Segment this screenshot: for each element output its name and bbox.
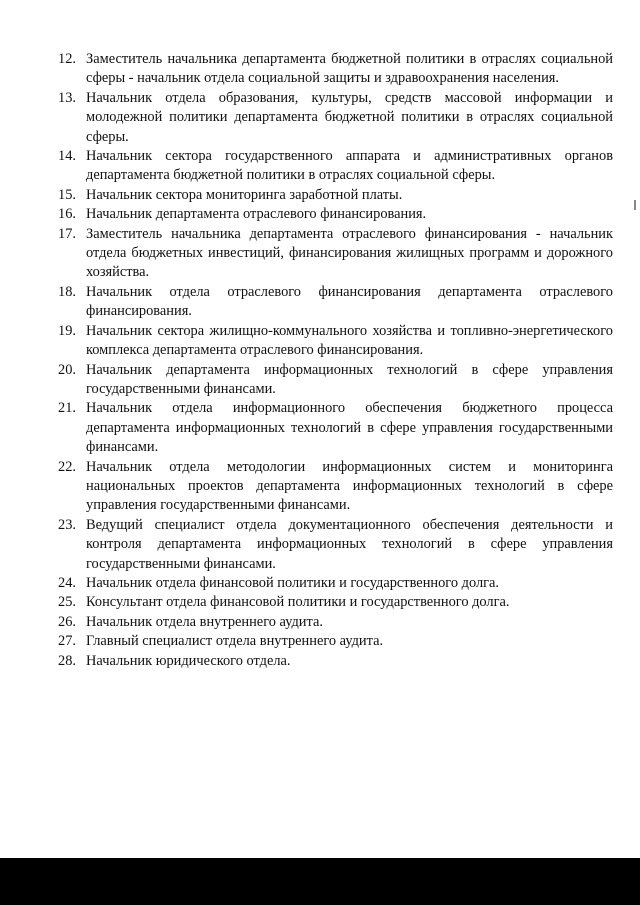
list-item bbox=[58, 458, 613, 516]
item-number: 21. bbox=[58, 400, 76, 417]
item-number: 18. bbox=[58, 283, 76, 300]
item-text: Ведущий специалист отдела документационного обеспечения деятельности и контроля департамента информационных технологий в сфере управления государственными финансами. bbox=[86, 516, 613, 572]
list-item bbox=[58, 516, 613, 574]
list-item bbox=[58, 652, 613, 671]
item-number: 27. bbox=[58, 633, 76, 650]
list-item bbox=[58, 574, 613, 593]
list-item bbox=[58, 361, 613, 400]
item-number: 22. bbox=[58, 458, 76, 475]
position-list bbox=[58, 50, 613, 671]
item-text: Начальник отдела образования, культуры, средств массовой информации и молодежной политики департамента бюджетной политики в отраслях социальной сферы. bbox=[86, 89, 613, 145]
item-text: Начальник департамента отраслевого финансирования. bbox=[86, 206, 427, 223]
item-number: 19. bbox=[58, 322, 76, 339]
item-text: Начальник сектора мониторинга заработной платы. bbox=[86, 186, 403, 203]
item-text: Начальник сектора государственного аппарата и административных органов департамента бюджетной политики в отраслях социальной сферы. bbox=[86, 148, 613, 184]
item-text: Начальник отдела отраслевого финансирования департамента отраслевого финансирования. bbox=[86, 283, 613, 320]
list-item bbox=[58, 613, 613, 632]
list-item bbox=[58, 593, 613, 612]
item-text: Начальник департамента информационных технологий в сфере управления государственными финансами. bbox=[86, 361, 613, 397]
item-number: 12. bbox=[58, 51, 76, 67]
item-text: Начальник отдела внутреннего аудита. bbox=[86, 613, 323, 630]
item-number: 14. bbox=[58, 148, 76, 165]
scan-bottom-border bbox=[0, 858, 640, 905]
list-item bbox=[58, 225, 613, 283]
item-number: 16. bbox=[58, 206, 76, 223]
list-item bbox=[58, 322, 613, 361]
scan-edge-mark bbox=[634, 200, 636, 210]
item-number: 25. bbox=[58, 594, 76, 611]
item-text: Начальник сектора жилищно-коммунального хозяйства и топливно-энергетического комплекса департамента отраслевого финансирования. bbox=[86, 322, 613, 359]
list-item bbox=[58, 632, 613, 651]
list-item bbox=[58, 89, 613, 147]
item-number: 24. bbox=[58, 574, 76, 591]
item-text: Главный специалист отдела внутреннего аудита. bbox=[86, 633, 384, 650]
item-text: Начальник юридического отдела. bbox=[86, 652, 291, 669]
item-number: 26. bbox=[58, 613, 76, 630]
item-number: 17. bbox=[58, 225, 76, 242]
item-number: 28. bbox=[58, 652, 76, 669]
item-text: Заместитель начальника департамента бюджетной политики в отраслях социальной сферы - начальник отдела социальной защиты и здравоохранения населения. bbox=[86, 51, 613, 87]
list-item bbox=[58, 205, 613, 224]
item-number: 15. bbox=[58, 186, 76, 203]
item-number: 13. bbox=[58, 89, 76, 106]
item-text: Консультант отдела финансовой политики и государственного долга. bbox=[86, 594, 510, 611]
list-item bbox=[58, 50, 613, 89]
item-text: Начальник отдела финансовой политики и государственного долга. bbox=[86, 574, 500, 591]
item-text: Начальник отдела информационного обеспечения бюджетного процесса департамента информационных технологий в сфере управления государственными финансами. bbox=[86, 400, 613, 456]
item-number: 20. bbox=[58, 361, 76, 378]
item-text: Начальник отдела методологии информационных систем и мониторинга национальных проектов департамента информационных технологий в сфере управления государственными финансами. bbox=[86, 458, 613, 514]
list-item bbox=[58, 147, 613, 186]
item-number: 23. bbox=[58, 516, 76, 533]
list-item bbox=[58, 283, 613, 322]
list-item bbox=[58, 186, 613, 205]
list-item bbox=[58, 399, 613, 457]
item-text: Заместитель начальника департамента отраслевого финансирования - начальник отдела бюджетных инвестиций, финансирования жилищных программ и дорожного хозяйства. bbox=[86, 225, 613, 281]
